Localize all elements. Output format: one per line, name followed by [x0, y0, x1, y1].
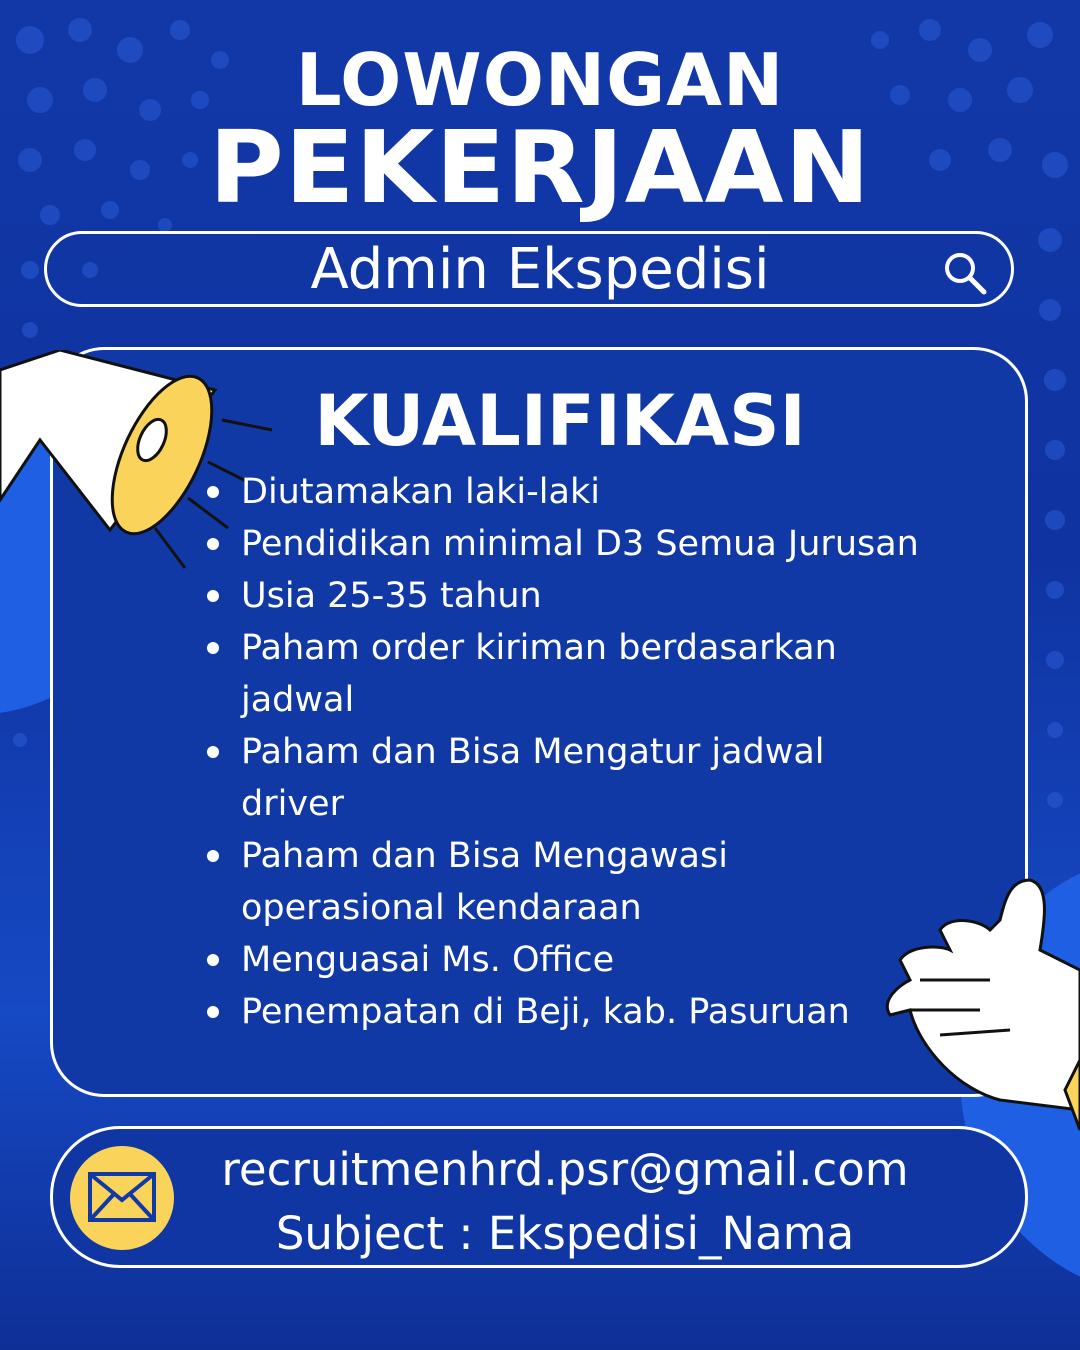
qualification-item: Diutamakan laki-laki [205, 466, 925, 518]
qualifications-heading: KUALIFIKASI [314, 380, 806, 462]
thumbs-up-icon [880, 860, 1080, 1150]
title-line-2: PEKERJAAN [208, 109, 872, 226]
contact-email: recruitmenhrd.psr@gmail.com [221, 1143, 909, 1196]
title-line-1: LOWONGAN [295, 38, 785, 122]
qualification-item: Penempatan di Beji, kab. Pasuruan [205, 986, 925, 1038]
qualifications-list [205, 466, 925, 1038]
search-icon [940, 248, 990, 298]
qualification-item: Usia 25-35 tahun [205, 570, 925, 622]
qualification-item: Paham dan Bisa Mengawasi operasional kendaraan [205, 830, 925, 934]
qualification-item: Pendidikan minimal D3 Semua Jurusan [205, 518, 925, 570]
qualification-item: Paham dan Bisa Mengatur jadwal driver [205, 726, 925, 830]
job-title: Admin Ekspedisi [310, 237, 770, 302]
qualification-item: Paham order kiriman berdasarkan jadwal [205, 622, 925, 726]
email-subject: Subject : Ekspedisi_Nama [275, 1207, 855, 1260]
mail-icon [88, 1172, 156, 1222]
qualification-item: Menguasai Ms. Office [205, 934, 925, 986]
